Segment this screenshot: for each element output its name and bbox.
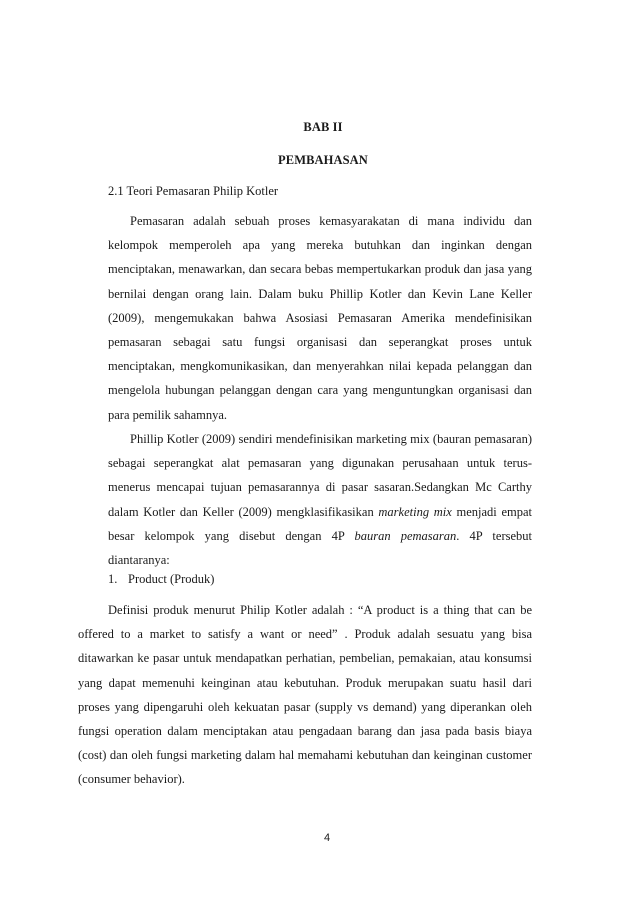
paragraph-product-definition [78, 598, 532, 792]
list-item-product [108, 572, 214, 587]
paragraph-3-text: Definisi produk menurut Philip Kotler adalah : “A product is a thing that can be offered to a market to satisfy a want or need” . Produk adalah sesuatu yang bisa ditawarkan ke pasar untuk mendapatkan perhatian, pembelian, pemakaian, atau konsumsi yang dapat memenuhi keinginan atau kebutuhan. Produk merupakan suatu hasil dari proses yang dipengaruhi oleh kekuatan pasar (supply vs demand) yang diperankan oleh fungsi operation dalam menciptakan atau pengadaan barang dan jasa pada basis biaya (cost) dan oleh fungsi marketing dalam hal memahami kebutuhan dan keinginan customer (consumer behavior). [78, 603, 532, 787]
term-marketing-mix: marketing mix [378, 504, 452, 519]
term-bauran-pemasaran: bauran pemasaran [354, 528, 457, 543]
page-number: 4 [323, 832, 331, 844]
paragraph-marketing-mix [108, 427, 532, 572]
list-item-number: 1. [108, 572, 118, 586]
chapter-title: BAB II [303, 120, 343, 134]
paragraph-2-text-a: Phillip Kotler (2009) sendiri mendefinisikan marketing mix (bauran pemasaran) sebagai seperangkat alat pemasaran yang digunakan perusahaan untuk terus-menerus mencapai tujuan pemasarannya di pasar sasaran.Sedangkan Mc Carthy dalam Kotler dan Keller (2009) mengklasifikasikan [108, 432, 532, 519]
paragraph-2-text-c: . 4P tersebut diantaranya: [108, 528, 532, 568]
paragraph-1-text: Pemasaran adalah sebuah proses kemasyarakatan di mana individu dan kelompok memperoleh apa yang mereka butuhkan dan inginkan dengan menciptakan, menawarkan, dan secara bebas mempertukarkan produk dan jasa yang bernilai dengan orang lain. Dalam buku Phillip Kotler dan Kevin Lane Keller (2009), mengemukakan bahwa Asosiasi Pemasaran Amerika mendefinisikan pemasaran sebagai satu fungsi organisasi dan seperangkat proses untuk menciptakan, mengkomunikasikan, dan menyerahkan nilai kepada pelanggan dan mengelola hubungan pelanggan dengan cara yang menguntungkan organisasi dan para pemilik sahamnya. [108, 214, 532, 422]
chapter-subtitle: PEMBAHASAN [278, 153, 368, 167]
paragraph-marketing-definition [108, 209, 532, 427]
paragraph-2-text-b: menjadi empat besar kelompok yang disebut dengan 4P [108, 504, 533, 543]
section-heading: 2.1 Teori Pemasaran Philip Kotler [108, 184, 279, 198]
list-item-label: Product (Produk) [128, 572, 215, 586]
